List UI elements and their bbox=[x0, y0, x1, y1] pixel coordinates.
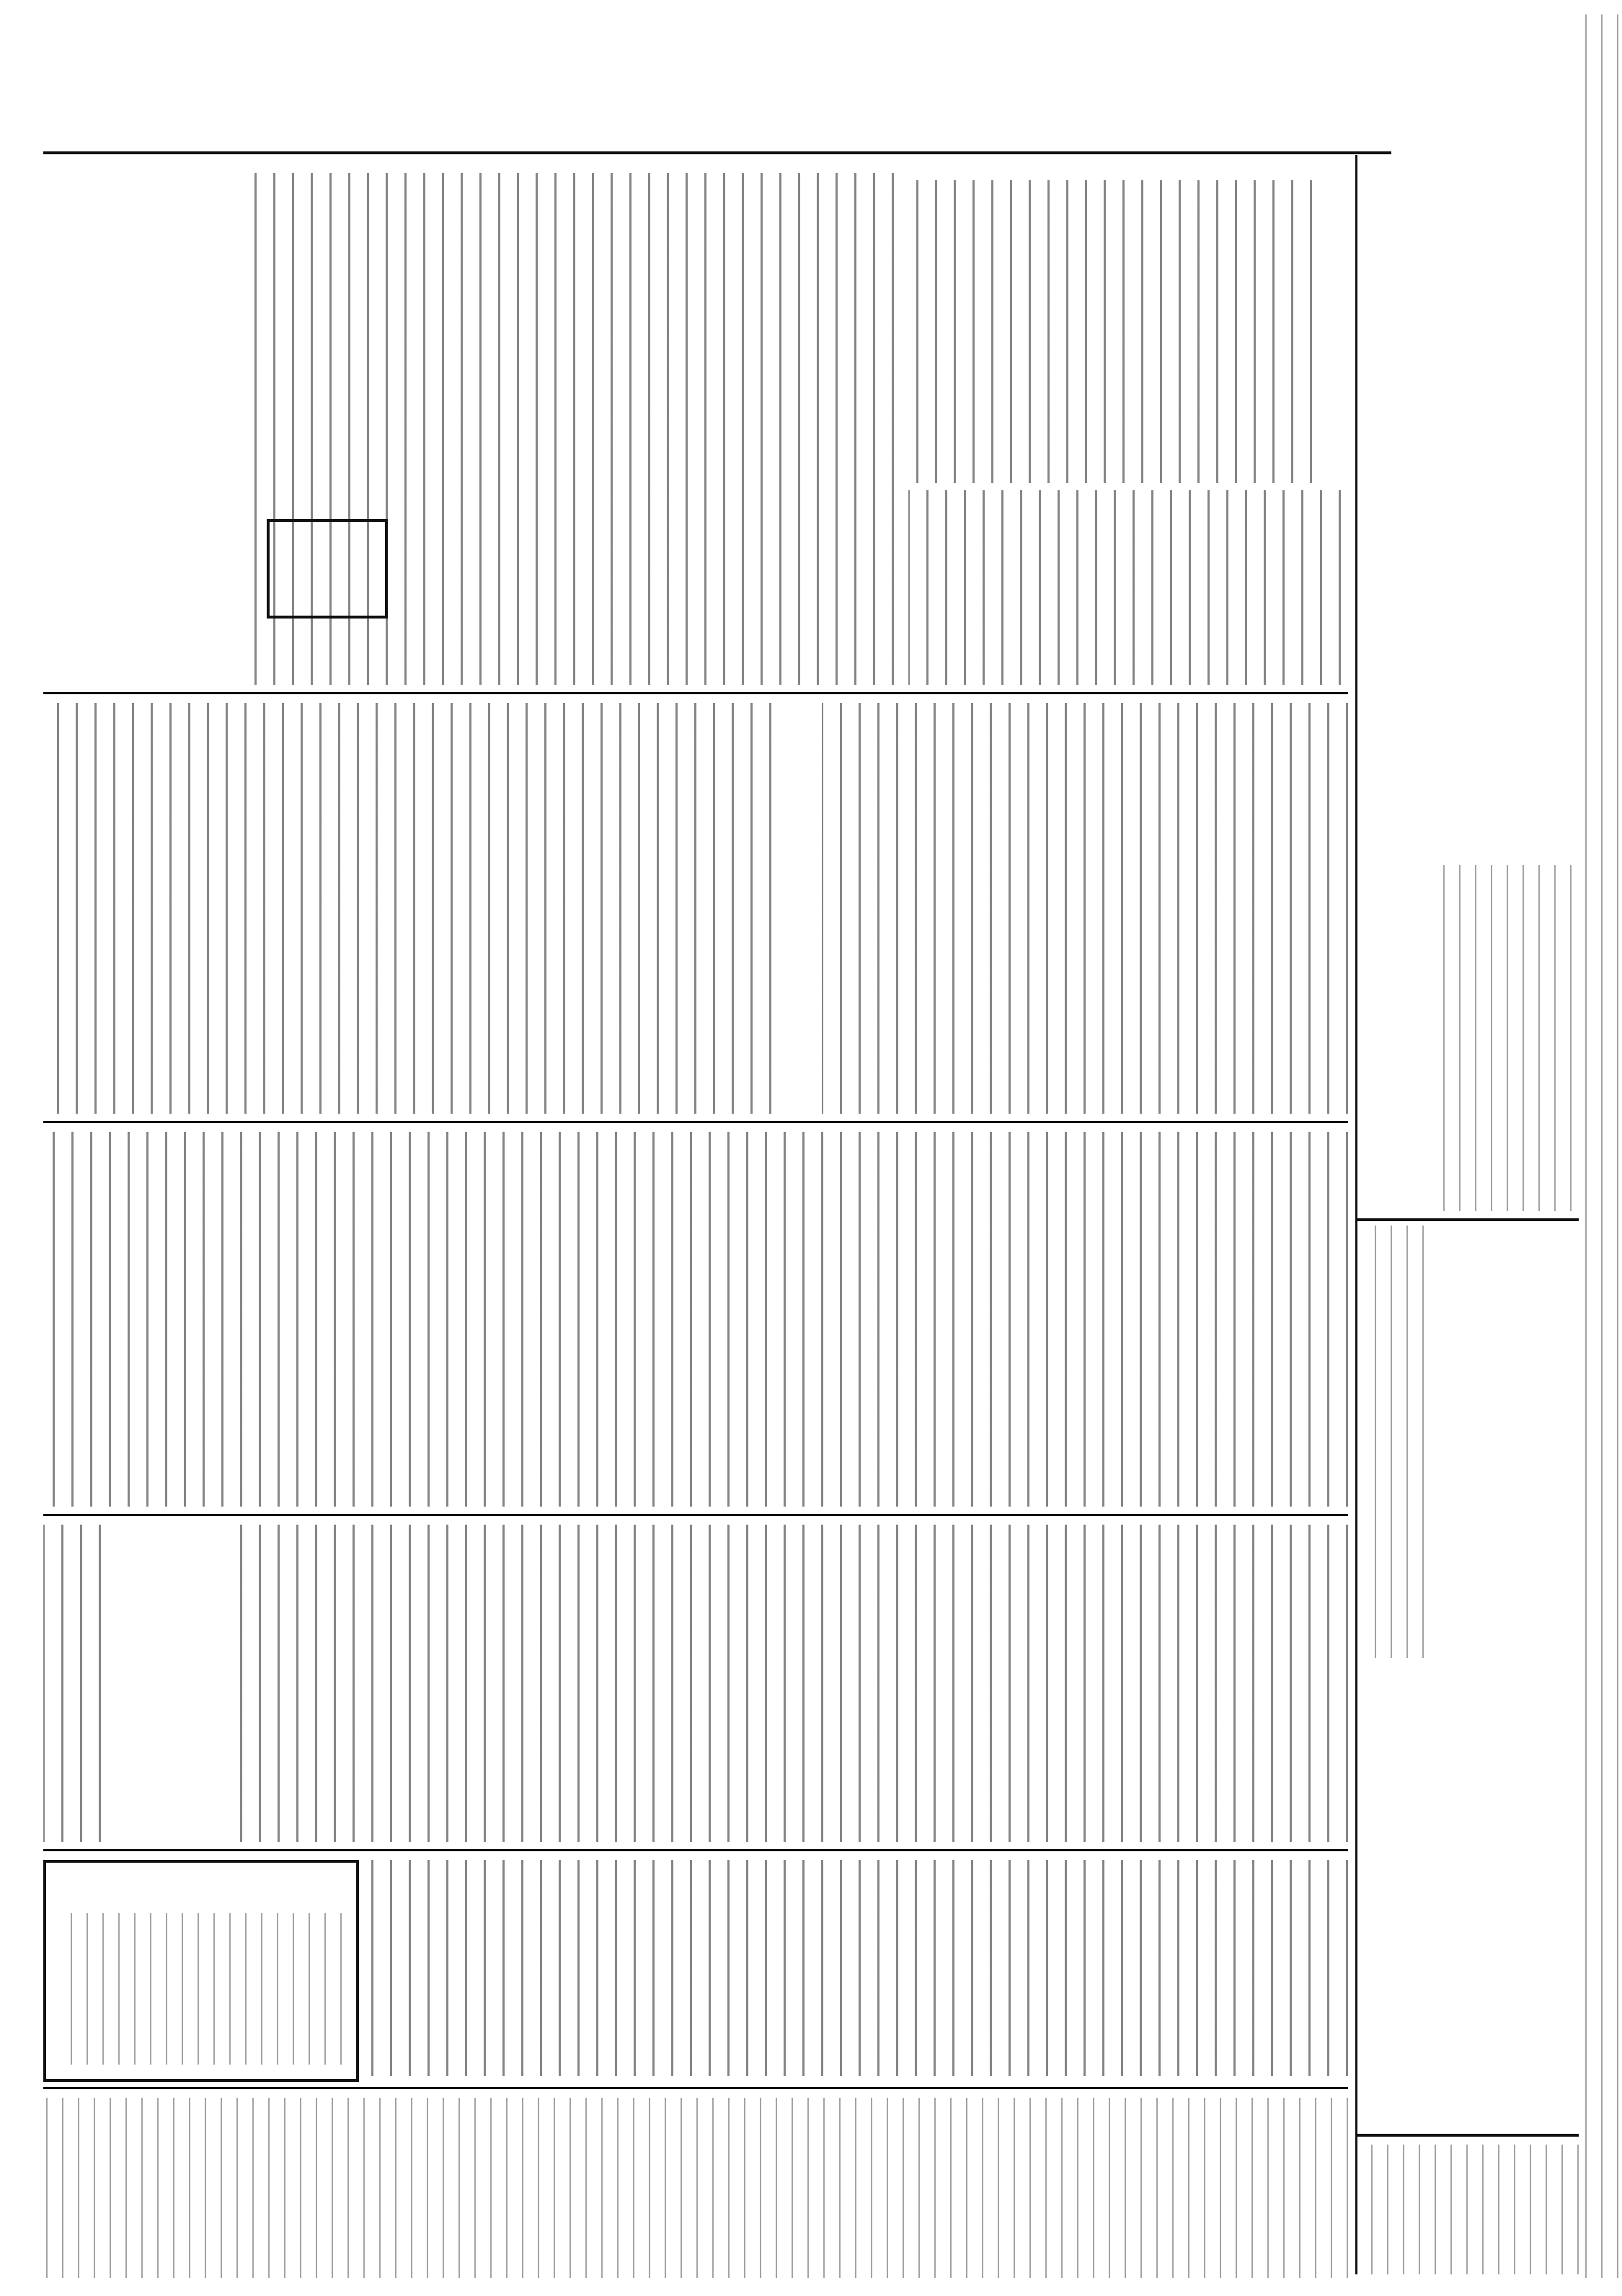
column-divider bbox=[1355, 155, 1357, 2274]
market-quotes bbox=[43, 2098, 1348, 2278]
divider bbox=[1355, 2134, 1579, 2137]
divider bbox=[1355, 1218, 1579, 1221]
philosophy-body-2 bbox=[43, 1132, 1348, 1507]
margin-strip bbox=[1582, 14, 1618, 2278]
divider bbox=[43, 1849, 1348, 1851]
ad-small-print bbox=[1435, 865, 1572, 1211]
commodity-prices bbox=[364, 1860, 1348, 2076]
divider bbox=[43, 692, 1348, 694]
divider bbox=[43, 2087, 1348, 2089]
survey-body-left bbox=[43, 1525, 101, 1842]
ad-hanji-footer bbox=[1362, 2145, 1579, 2274]
ad-hanji-notes bbox=[1366, 1225, 1424, 1658]
youth-ad-sub bbox=[61, 1913, 342, 2065]
survey-body-right bbox=[238, 1525, 1348, 1842]
youth-ad-box bbox=[43, 1860, 359, 2082]
newspaper-header bbox=[43, 87, 1391, 154]
research-body-lower bbox=[908, 490, 1341, 685]
divider bbox=[43, 1121, 1348, 1123]
divider bbox=[43, 1514, 1348, 1516]
research-body bbox=[908, 180, 1312, 483]
research-diagram bbox=[267, 519, 388, 619]
philosophy-body-right bbox=[822, 703, 1348, 1114]
philosophy-body-left bbox=[43, 703, 771, 1114]
ad-banner-hanji bbox=[1431, 1305, 1575, 2098]
